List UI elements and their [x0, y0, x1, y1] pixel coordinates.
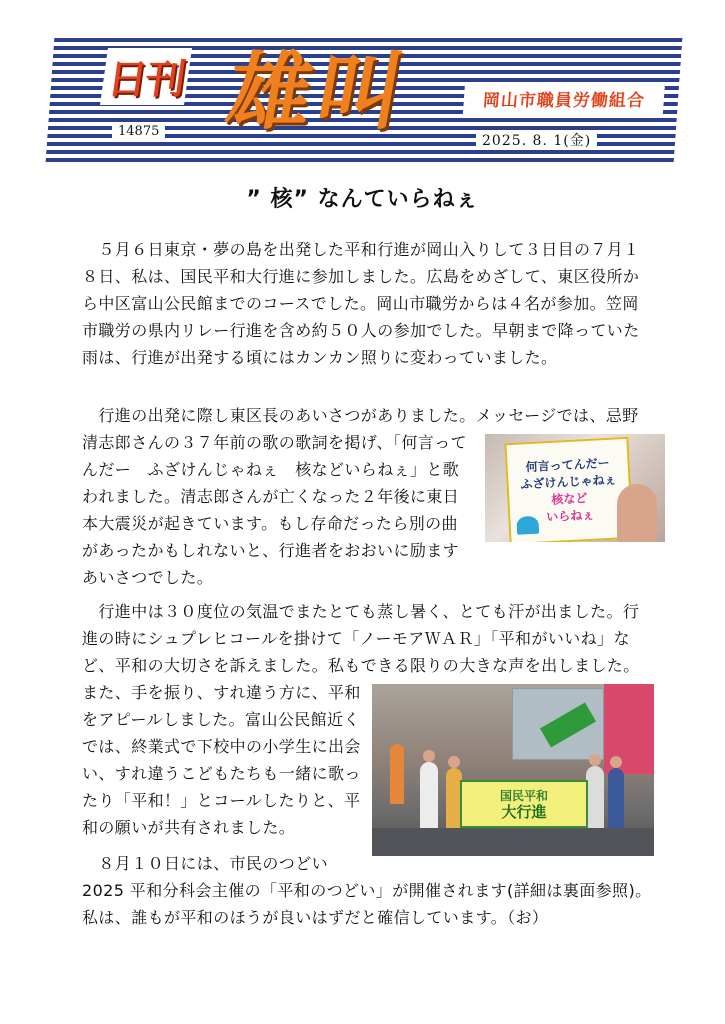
text-line: では、終業式で下校中の小学生に出会: [82, 737, 361, 756]
sign-text: 何言ってんだー: [525, 455, 610, 475]
paragraph-1: [82, 236, 644, 371]
banner-text: 国民平和: [499, 789, 548, 803]
union-name: 岡山市職員労働組合: [482, 90, 646, 111]
text-line: 雨は、行進が出発する頃にはカンカン照りに変わっていました。: [82, 348, 558, 367]
marcher-head: [610, 756, 622, 768]
hand-holding-sign: [617, 484, 657, 542]
text-line: 行進の出発に際し東区長のあいさつがありました。メッセージでは、忌野: [82, 406, 639, 425]
text-line: い、すれ違うこどもたちも一緒に歌っ: [82, 764, 361, 783]
text-line: われました。清志郎さんが亡くなった２年後に東日: [82, 487, 460, 506]
text-line: ８日、私は、国民平和大行進に参加しました。広島をめざして、東区役所か: [82, 267, 640, 286]
marcher: [608, 768, 624, 832]
sign-text: いらねぇ: [545, 507, 595, 525]
marcher: [390, 744, 404, 804]
text-line: 和の願いが共有されました。: [82, 818, 296, 837]
text-line: 本大震災が起きています。もし存命だったら別の曲: [82, 514, 458, 533]
marcher-head: [448, 756, 460, 768]
text-line: をアピールしました。富山公民館近く: [82, 710, 360, 729]
text-line: ど、平和の大切さを訴えました。私もできる限りの大きな声を出しました。: [82, 656, 640, 675]
march-banner: [460, 780, 588, 828]
issue-number: 14875: [112, 124, 165, 139]
sign-board: [504, 437, 633, 542]
text-line: ５月６日東京・夢の島を出発した平和行進が岡山入りして３日目の７月１: [82, 240, 640, 259]
marcher-head: [589, 754, 601, 766]
text-line: また、手を振り、すれ違う方に、平和: [82, 683, 361, 702]
banner-text: 大行進: [501, 803, 547, 821]
union-name-box: [463, 82, 665, 114]
marcher: [420, 762, 438, 832]
text-line: 私は、誰もが平和のほうが良いはずだと確信しています。（お）: [82, 908, 549, 927]
text-line: 清志郎さんの３７年前の歌の歌詞を掲げ、「何言って: [82, 433, 467, 452]
marcher-head: [423, 750, 435, 762]
text-line: があったかもしれないと、行進者をおおいに励ます: [82, 541, 460, 560]
article-headline: ” 核” なんていらねぇ: [246, 187, 479, 212]
issue-date: 2025. 8. 1(金): [476, 130, 597, 150]
text-line: んだー ふざけんじゃねぇ 核などいらねぇ」と歌: [82, 460, 460, 479]
text-line: たり「平和！」とコールしたりと、平: [82, 791, 361, 810]
photo-march: [372, 684, 654, 856]
mascot-illustration: [516, 516, 539, 535]
text-line: ８月１０日には、市民のつどい: [82, 854, 329, 873]
text-line: 行進中は３０度位の気温でまたとても蒸し暑く、とても汗が出ました。行: [82, 602, 640, 621]
logo-title: 雄叫: [219, 43, 417, 141]
text-line: あいさつでした。: [82, 568, 214, 587]
sign-text: ふざけんじゃねぇ: [520, 472, 617, 492]
photo-sign: [485, 434, 665, 542]
paragraph-4: [82, 850, 654, 931]
sign-text: 核など: [551, 491, 588, 507]
logo-nikkan: 日刊: [100, 48, 192, 105]
text-line: 進の時にシュプレヒコールを掛けて「ノーモアＷＡＲ」「平和がいいね」な: [82, 629, 630, 648]
marcher: [586, 766, 604, 832]
text-line: ら中区富山公民館までのコースでした。岡山市職労からは４名が参加。笠岡: [82, 294, 639, 313]
text-line: 市職労の県内リレー行進を含め約５０人の参加でした。早朝まで降っていた: [82, 321, 640, 340]
text-line: 2025 平和分科会主催の「平和のつどい」が開催されます(詳細は裏面参照)。: [82, 881, 652, 900]
